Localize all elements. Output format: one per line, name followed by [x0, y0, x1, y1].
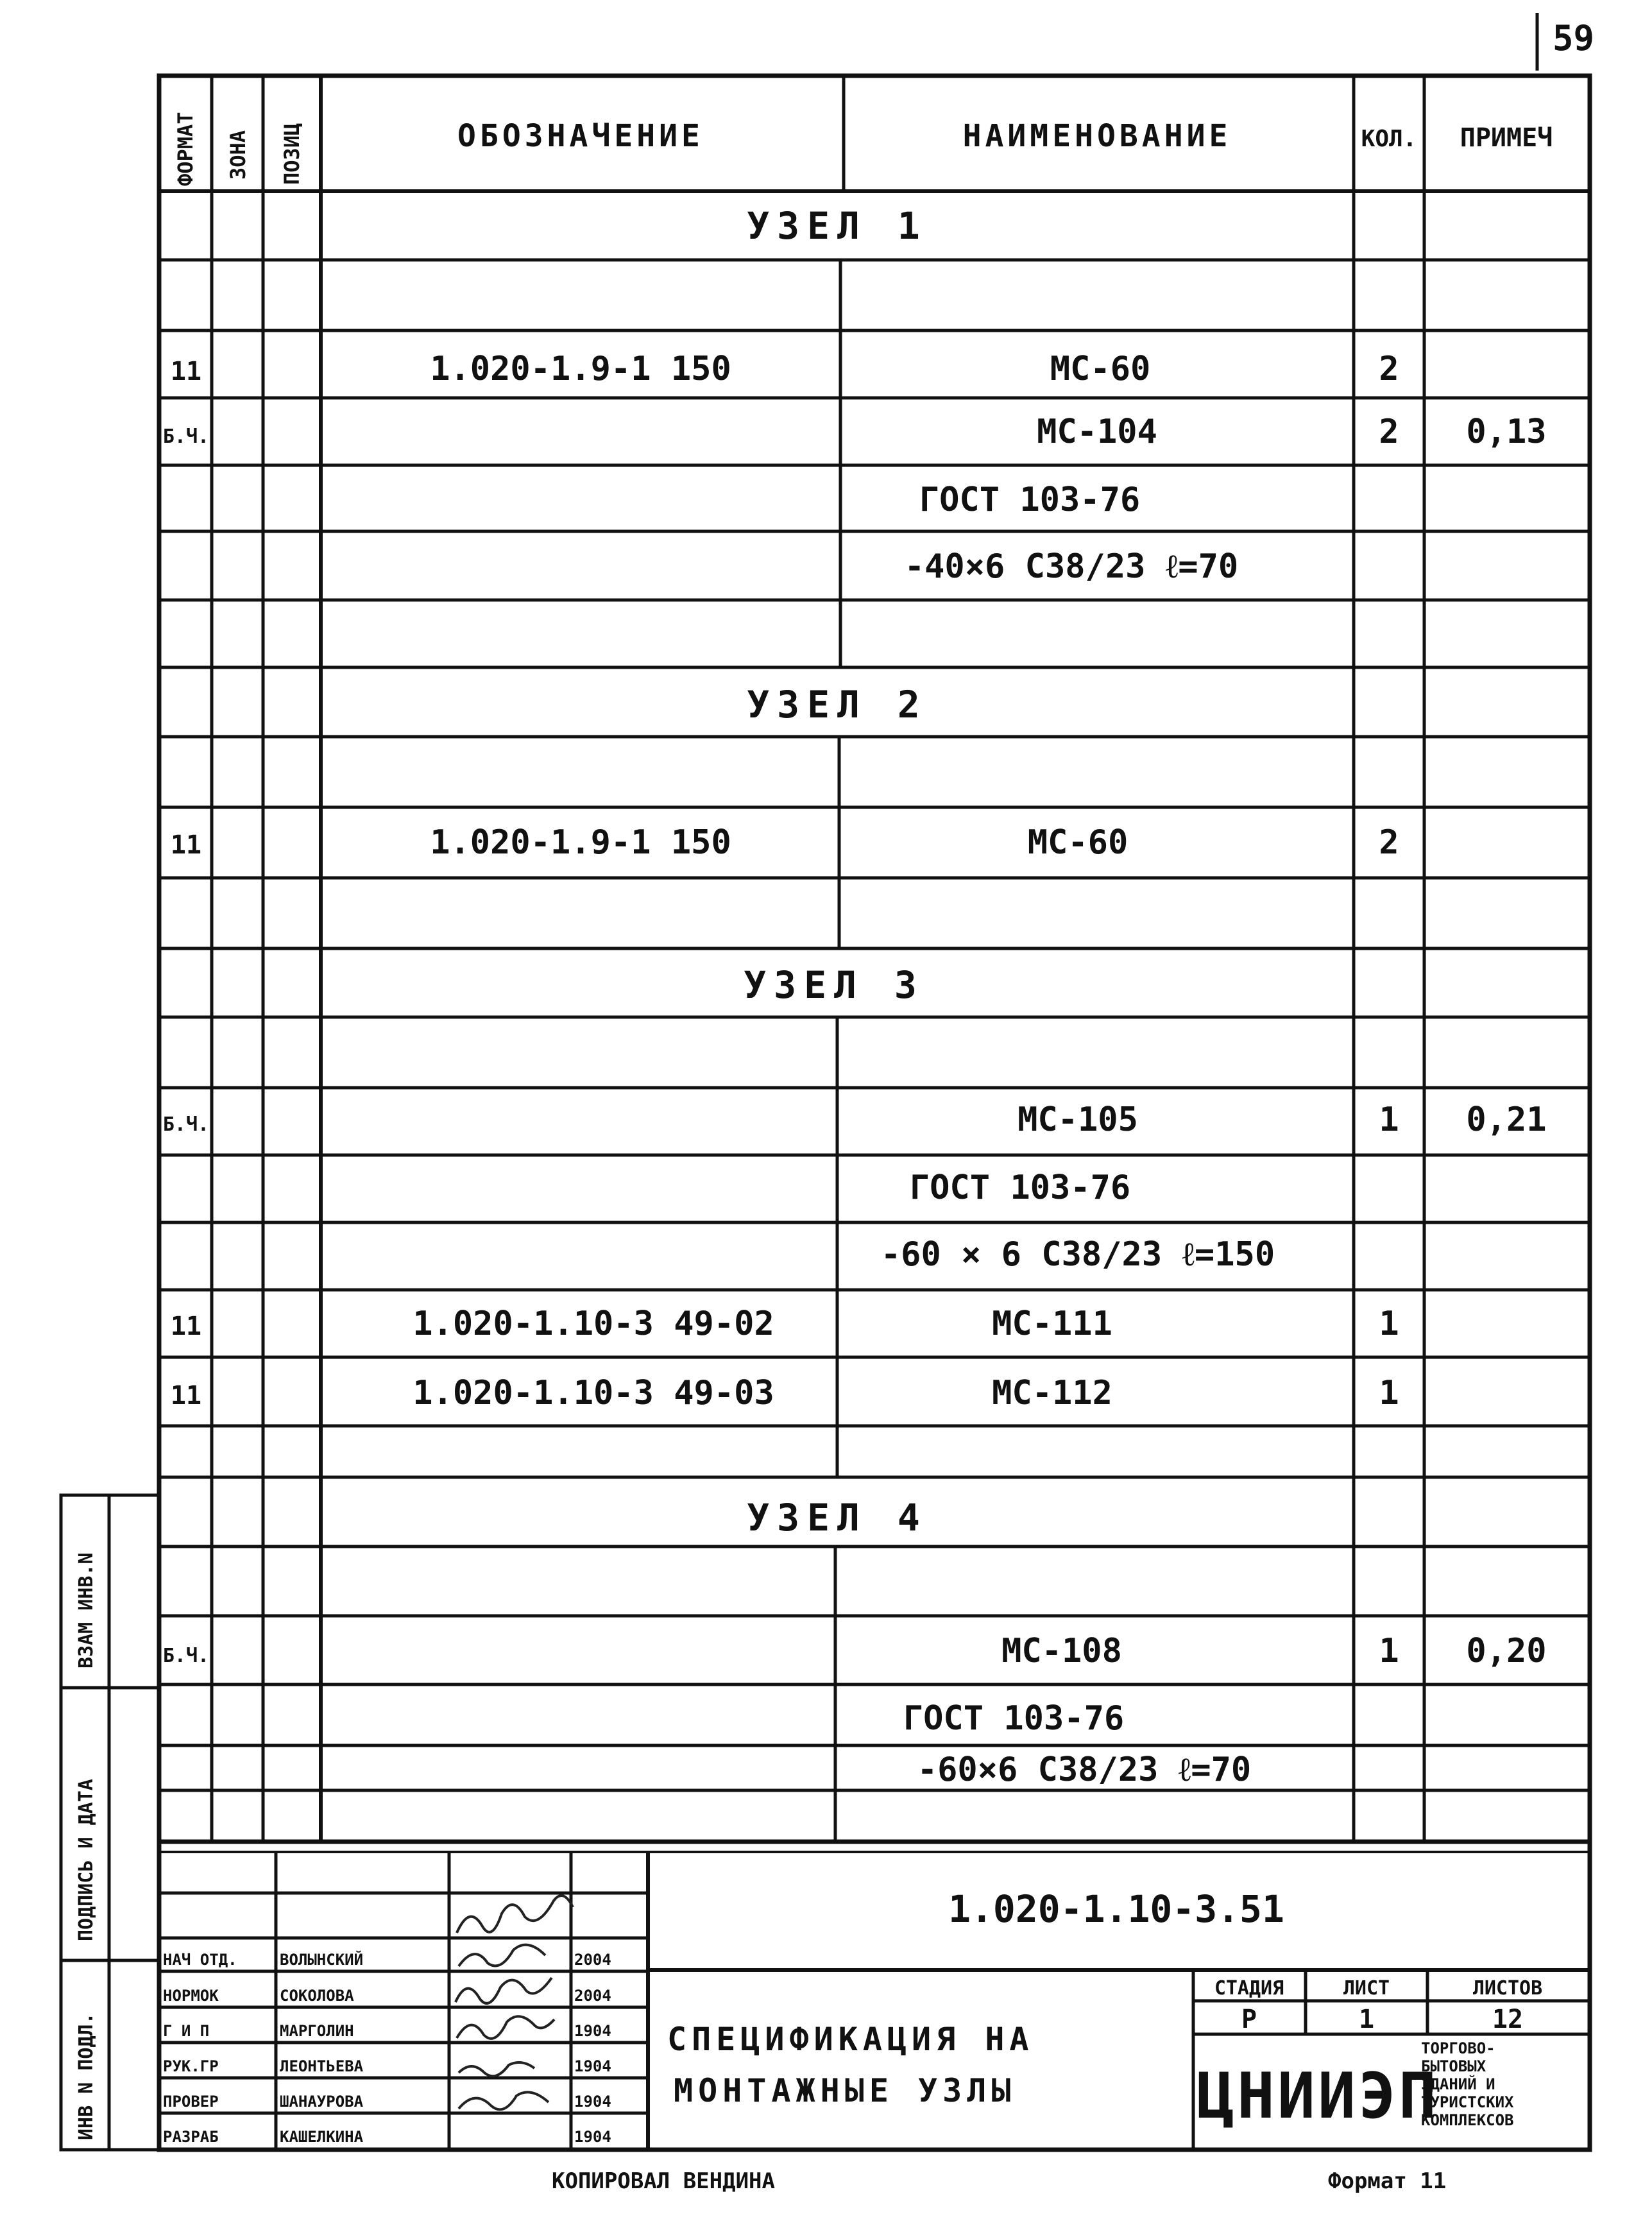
- row-name: ГОСТ 103-76: [909, 1169, 1131, 1207]
- tb-role: НАЧ ОТД.: [163, 1951, 237, 1969]
- row-format: 11: [170, 1381, 202, 1410]
- org-sub-line: ТОРГОВО-: [1421, 2039, 1495, 2057]
- col-header-name: НАИМЕНОВАНИЕ: [962, 118, 1232, 154]
- tb-date: 1904: [574, 2022, 611, 2040]
- col-header-format: ФОРМАТ: [173, 112, 198, 186]
- row-format: 11: [170, 830, 202, 860]
- row-format: 11: [170, 357, 202, 386]
- sheets-value: 12: [1492, 2005, 1524, 2034]
- node-2-title: УЗЕЛ 2: [747, 683, 928, 726]
- col-header-zone: ЗОНА: [226, 130, 250, 180]
- row-qty: 1: [1379, 1305, 1399, 1343]
- side-label-signature: ПОДПИСЬ И ДАТА: [75, 1779, 98, 1941]
- tb-date: 2004: [574, 1951, 611, 1969]
- row-name: -40×6 С38/23 ℓ=70: [904, 547, 1239, 586]
- row-qty: 1: [1379, 1632, 1399, 1670]
- row-format: 11: [170, 1312, 202, 1341]
- tb-role: НОРМОК: [163, 1987, 219, 2005]
- row-format: Б.Ч.: [162, 1113, 210, 1136]
- tb-role: ПРОВЕР: [163, 2093, 219, 2111]
- row-name: ГОСТ 103-76: [903, 1699, 1125, 1738]
- row-name: МС-60: [1050, 350, 1151, 388]
- side-label-inv: ИНВ N ПОДЛ.: [75, 2012, 98, 2140]
- row-name: МС-104: [1037, 413, 1157, 451]
- doc-title-line2: МОНТАЖНЫЕ УЗЛЫ: [674, 2072, 1016, 2109]
- row-name: ГОСТ 103-76: [919, 481, 1141, 519]
- row-note: 0,21: [1466, 1101, 1547, 1139]
- row-designation: 1.020-1.9-1 150: [430, 350, 731, 388]
- sheet-value: 1: [1358, 2005, 1375, 2034]
- tb-name: МАРГОЛИН: [280, 2022, 354, 2040]
- row-designation: 1.020-1.10-3 49-02: [413, 1305, 774, 1343]
- row-name: МС-111: [992, 1305, 1112, 1343]
- sheets-label: ЛИСТОВ: [1472, 1977, 1543, 2000]
- col-header-pos: ПОЗИЦ: [280, 123, 304, 185]
- org-sub-line: БЫТОВЫХ: [1421, 2057, 1486, 2075]
- org-logo: ЦНИИЭП: [1196, 2060, 1440, 2133]
- row-name: -60 × 6 С38/23 ℓ=150: [880, 1235, 1275, 1274]
- tb-name: СОКОЛОВА: [280, 1987, 354, 2005]
- doc-number: 1.020-1.10-3.51: [948, 1887, 1284, 1931]
- footer-format: Формат 11: [1328, 2168, 1447, 2194]
- tb-date: 1904: [574, 2093, 611, 2111]
- row-qty: 2: [1379, 823, 1399, 862]
- row-note: 0,13: [1466, 413, 1547, 451]
- row-qty: 1: [1379, 1101, 1399, 1139]
- row-name: МС-105: [1018, 1101, 1138, 1139]
- row-designation: 1.020-1.10-3 49-03: [413, 1374, 774, 1412]
- stage-value: Р: [1241, 2005, 1257, 2034]
- node-3-title: УЗЕЛ 3: [744, 963, 924, 1007]
- tb-date: 2004: [574, 1987, 611, 2005]
- row-name: -60×6 С38/23 ℓ=70: [917, 1751, 1252, 1789]
- row-name: МС-112: [992, 1374, 1112, 1412]
- row-designation: 1.020-1.9-1 150: [430, 823, 731, 862]
- sheet-label: ЛИСТ: [1343, 1977, 1390, 2000]
- col-header-note: ПРИМЕЧ: [1460, 123, 1553, 153]
- org-sub-line: КОМПЛЕКСОВ: [1421, 2111, 1514, 2129]
- row-qty: 2: [1379, 350, 1399, 388]
- node-4-title: УЗЕЛ 4: [747, 1496, 928, 1539]
- node-1-title: УЗЕЛ 1: [747, 204, 928, 248]
- row-qty: 2: [1379, 413, 1399, 451]
- tb-date: 1904: [574, 2057, 611, 2075]
- row-format: Б.Ч.: [162, 1645, 210, 1667]
- org-sub-line: ЗДАНИЙ И: [1421, 2075, 1495, 2093]
- tb-role: РУК.ГР: [163, 2057, 219, 2075]
- tb-role: Г И П: [163, 2022, 210, 2040]
- tb-name: ЛЕОНТЬЕВА: [280, 2057, 364, 2075]
- side-label-replace: ВЗАМ ИНВ.N: [75, 1552, 98, 1668]
- row-qty: 1: [1379, 1374, 1399, 1412]
- row-name: МС-108: [1001, 1632, 1122, 1670]
- footer-copied: КОПИРОВАЛ ВЕНДИНА: [552, 2168, 775, 2194]
- col-header-qty: КОЛ.: [1361, 126, 1417, 152]
- col-header-designation: ОБОЗНАЧЕНИЕ: [457, 118, 704, 154]
- tb-name: ВОЛЫНСКИЙ: [280, 1951, 364, 1969]
- stage-label: СТАДИЯ: [1214, 1977, 1284, 2000]
- tb-name: ШАНАУРОВА: [280, 2093, 364, 2111]
- row-name: МС-60: [1027, 823, 1128, 862]
- org-sub-line: ТУРИСТСКИХ: [1421, 2093, 1514, 2111]
- row-format: Б.Ч.: [162, 425, 210, 448]
- doc-title-line1: СПЕЦИФИКАЦИЯ НА: [667, 2021, 1034, 2058]
- tb-name: КАШЕЛКИНА: [280, 2128, 364, 2146]
- tb-role: РАЗРАБ: [163, 2128, 219, 2146]
- tb-date: 1904: [574, 2128, 611, 2146]
- row-note: 0,20: [1466, 1632, 1547, 1670]
- page-number: 59: [1553, 18, 1595, 58]
